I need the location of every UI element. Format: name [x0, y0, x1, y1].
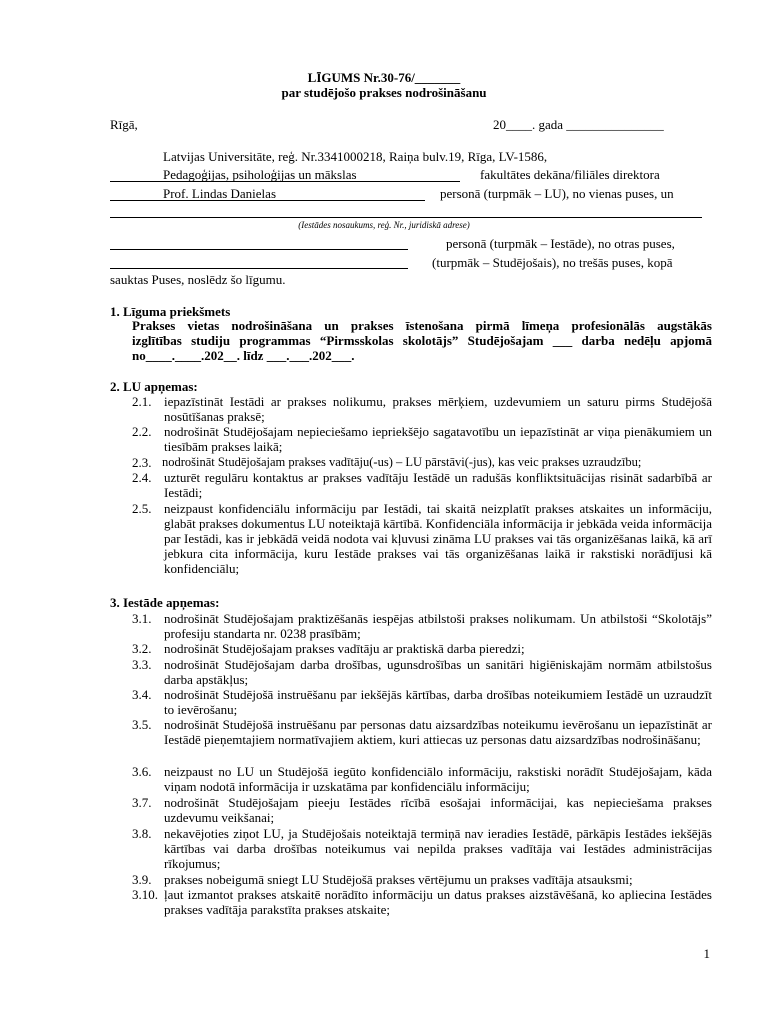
item-number: 2.5.	[132, 501, 152, 516]
dean-underline	[110, 200, 425, 201]
item-number: 3.6.	[132, 764, 152, 779]
item-number: 2.1.	[132, 394, 152, 409]
faculty-role: fakultātes dekāna/filiāles direktora	[480, 167, 660, 182]
item-text: nodrošināt Studējošā instruēšanu par iekšējās kārtības, darba drošības noteikumiem Iestādē un uzraudzīt to ievērošanu;	[164, 687, 712, 717]
student-suffix: (turpmāk – Studējošais), no trešās puses, kopā	[432, 255, 673, 270]
item-number: 3.4.	[132, 687, 152, 702]
contract-title: LĪGUMS Nr.30-76/_______	[307, 70, 461, 85]
section3-item	[132, 887, 712, 917]
section2-item	[132, 470, 712, 500]
section1-heading: 1. Līguma priekšmets	[110, 304, 231, 319]
item-number: 3.1.	[132, 611, 152, 626]
item-number: 2.2.	[132, 424, 152, 439]
section3-item	[132, 687, 712, 717]
section3-item	[132, 764, 712, 794]
item-text: nodrošināt Studējošajam prakses vadītāju(-us) – LU pārstāvi(-jus), kas veic prakses uzraudzību;	[162, 455, 642, 469]
item-text: nodrošināt Studējošā instruēšanu par personas datu aizsardzības noteikumu ievērošanu un iepazīstināt ar Iestādē pieņemtajiem normatīvajiem aktiem, kuri attiecas uz personas datu aizsardzības nodrošināšanu;	[164, 717, 712, 747]
section1-line2: izglītības studiju programmas “Pirmsskolas skolotājs” Studējošajam ___ darba nedēļu apjomā	[132, 333, 712, 348]
section3-item	[132, 611, 712, 641]
item-number: 3.10.	[132, 887, 158, 902]
item-text: nodrošināt Studējošajam darba drošības, ugunsdrošības un sanitāri higiēniskajām normām atbilstošus darba apstākļus;	[164, 657, 712, 687]
date-text: 20____. gada _______________	[493, 117, 664, 132]
section2-heading: 2. LU apņemas:	[110, 379, 198, 394]
dean-name: Prof. Lindas Danielas	[163, 186, 277, 201]
section1-line3: no____.____.202__. līdz ___.___.202___.	[132, 348, 355, 363]
section1-line1: Prakses vietas nodrošināšana un prakses īstenošana pirmā līmeņa profesionālās augstākās	[132, 318, 712, 333]
faculty-name: Pedagoģijas, psiholoģijas un mākslas	[163, 167, 357, 182]
item-text: nodrošināt Studējošajam prakses vadītāju ar praktiskā darba pieredzi;	[164, 641, 525, 656]
institution-rep-underline	[110, 249, 408, 250]
item-text: iepazīstināt Iestādi ar prakses nolikumu, prakses mērķiem, uzdevumiem un saturu pirms Studējošā nosūtīšanas praksē;	[164, 394, 712, 424]
item-number: 3.9.	[132, 872, 152, 887]
section3-item	[132, 717, 712, 747]
section3-item	[132, 657, 712, 687]
item-text: ļaut izmantot prakses atskaitē norādīto informāciju un datus prakses aizstāvēšanā, ko apliecina Iestādes prakses vadītāja parakstīta prakses atskaite;	[164, 887, 712, 917]
contract-subtitle: par studējošo prakses nodrošināšanu	[281, 85, 487, 100]
section2-item	[132, 394, 712, 424]
item-number: 2.3.	[132, 455, 152, 470]
section2-item	[132, 501, 712, 576]
university-text: Latvijas Universitāte, reģ. Nr.3341000218, Raiņa bulv.19, Rīga, LV-1586,	[163, 149, 548, 164]
item-text: nodrošināt Studējošajam pieeju Iestādes rīcībā esošajai informācijai, kas nepieciešama prakses uzdevumu veikšanai;	[164, 795, 712, 825]
section2-item	[132, 455, 712, 470]
page-number: 1	[703, 946, 710, 961]
faculty-underline	[110, 181, 460, 182]
item-number: 3.3.	[132, 657, 152, 672]
item-number: 3.8.	[132, 826, 152, 841]
place-text: Rīgā,	[110, 117, 138, 132]
institution-underline	[110, 217, 702, 218]
item-text: uzturēt regulāru kontaktus ar prakses vadītāju Iestādē un radušās konfliktsituācijas risināt sadarbībā ar Iestādi;	[164, 470, 712, 500]
section3-item	[132, 795, 712, 825]
section3-item	[132, 826, 712, 871]
item-number: 3.2.	[132, 641, 152, 656]
student-underline	[110, 268, 408, 269]
item-number: 3.5.	[132, 717, 152, 732]
institution-suffix: personā (turpmāk – Iestāde), no otras puses,	[446, 236, 675, 251]
section1-text	[132, 318, 712, 363]
section3-item	[132, 872, 712, 887]
lu-suffix: personā (turpmāk – LU), no vienas puses, un	[440, 186, 674, 201]
item-text: nodrošināt Studējošajam praktizēšanās iespējas atbilstoši prakses nolikumam. Un atbilstoši “Skolotājs” profesiju standarta nr. 0238 prasībām;	[164, 611, 712, 641]
item-number: 2.4.	[132, 470, 152, 485]
item-text: neizpaust konfidenciālu informāciju par Iestādi, tai skaitā neizplatīt prakses atskaites un informāciju, glabāt prakses dokumentus LU noteiktajā kārtībā. Konfidenciāla informācija ir jebkāda veida informācija par Iestādi, kas ir jebkādā veidā nodota vai kļuvusi zināma LU prakses vai tās organizēšanas laikā, kā arī jebkura cita informācija, kuru Iestāde prakses vai tās organizēšanas laikā ir rakstiski norādījusi kā konfidenciālu;	[164, 501, 712, 576]
institution-hint: (Iestādes nosaukums, reģ. Nr., juridiskā adrese)	[298, 220, 470, 230]
item-text: prakses nobeigumā sniegt LU Studējošā prakses vērtējumu un prakses vadītāja atsauksmi;	[164, 872, 633, 887]
item-text: nekavējoties ziņot LU, ja Studējošais noteiktajā termiņā nav ieradies Iestādē, pārkāpis Iestādes iekšējās kārtības vai darba drošības noteikumus vai nepilda prakses vadītāja vai Iestādes administrācijas rīkojumus;	[164, 826, 712, 871]
section2-item	[132, 424, 712, 454]
item-text: neizpaust no LU un Studējošā iegūto konfidenciālo informāciju, rakstiski norādīt Studējošajam, kāda viņam nodotā informācija ir uzskatāma par konfidenciālu informāciju;	[164, 764, 712, 794]
section3-item	[132, 641, 712, 656]
item-number: 3.7.	[132, 795, 152, 810]
section3-heading: 3. Iestāde apņemas:	[110, 595, 220, 610]
item-text: nodrošināt Studējošajam nepieciešamo iepriekšējo sagatavotību un iepazīstināt ar viņa pienākumiem un tiesībām prakses laikā;	[164, 424, 712, 454]
parties-closing: sauktas Puses, noslēdz šo līgumu.	[110, 272, 286, 287]
